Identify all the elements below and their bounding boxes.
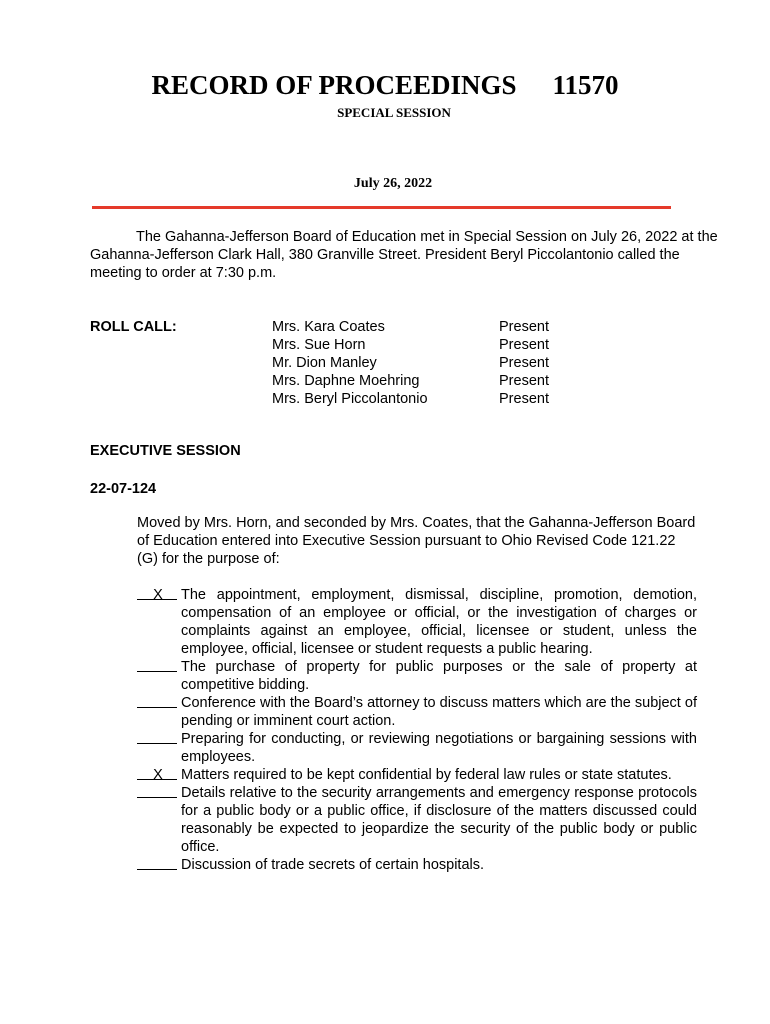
member-status: Present (499, 319, 549, 335)
check-mark: X (153, 587, 163, 603)
blank-underline (137, 869, 177, 870)
section-heading: EXECUTIVE SESSION (90, 443, 241, 459)
purpose-options-list (137, 586, 697, 874)
session-type: SPECIAL SESSION (337, 105, 451, 120)
member-status: Present (499, 355, 549, 371)
purpose-option (137, 694, 697, 730)
option-text: Details relative to the security arrangements and emergency response protocols for a public body or a public office, if disclosure of the matters discussed could reasonably be expected to jeopardize the security of the public body or public office. (181, 785, 697, 855)
purpose-option (137, 658, 697, 694)
title-text: RECORD OF PROCEEDINGS (151, 70, 517, 100)
purpose-option (137, 730, 697, 766)
member-name: Mrs. Kara Coates (272, 319, 385, 335)
roll-call-statuses (499, 318, 549, 408)
roll-call-names (272, 318, 428, 408)
blank-underline (137, 779, 177, 780)
member-status: Present (499, 373, 549, 389)
option-text: Preparing for conducting, or reviewing negotiations or bargaining sessions with employees. (181, 731, 697, 765)
member-name: Mrs. Beryl Piccolantonio (272, 391, 428, 407)
member-name: Mrs. Sue Horn (272, 337, 366, 353)
blank-underline (137, 599, 177, 600)
purpose-option (137, 766, 697, 784)
option-text: Conference with the Board’s attorney to discuss matters which are the subject of pending or imminent court action. (181, 695, 697, 729)
member-name: Mrs. Daphne Moehring (272, 373, 420, 389)
option-text: Matters required to be kept confidential by federal law rules or state statutes. (181, 767, 672, 783)
purpose-option (137, 784, 697, 856)
option-text: Discussion of trade secrets of certain hospitals. (181, 857, 485, 873)
motion-paragraph: Moved by Mrs. Horn, and seconded by Mrs. Coates, that the Gahanna-Jefferson Board of Education entered into Executive Session pursuant to Ohio Revised Code 121.22 (G) for the purpose of: (137, 515, 696, 567)
blank-underline (137, 671, 177, 672)
intro-paragraph: The Gahanna-Jefferson Board of Education met in Special Session on July 26, 2022 at the Gahanna-Jefferson Clark Hall, 380 Granville Street. President Beryl Piccolantonio called the meeting to order at 7:30 p.m. (90, 229, 718, 281)
member-status: Present (499, 337, 549, 353)
option-text: The purchase of property for public purposes or the sale of property at competitive bidding. (181, 659, 697, 693)
option-text: The appointment, employment, dismissal, discipline, promotion, demotion, compensation of an employee or official, or the investigation of charges or complaints against an employee, official, licensee or student, unless the employee, official, licensee or student requests a public hearing. (181, 587, 697, 657)
purpose-option (137, 856, 697, 874)
page-title (0, 70, 770, 101)
purpose-option (137, 586, 697, 658)
blank-underline (137, 707, 177, 708)
blank-underline (137, 743, 177, 744)
member-name: Mr. Dion Manley (272, 355, 377, 371)
record-number: 11570 (552, 70, 619, 100)
roll-call-label: ROLL CALL: (90, 319, 177, 335)
member-status: Present (499, 391, 549, 407)
blank-underline (137, 797, 177, 798)
divider-rule (92, 206, 671, 209)
resolution-number: 22-07-124 (90, 481, 157, 497)
meeting-date: July 26, 2022 (353, 176, 433, 191)
check-mark: X (153, 767, 163, 783)
